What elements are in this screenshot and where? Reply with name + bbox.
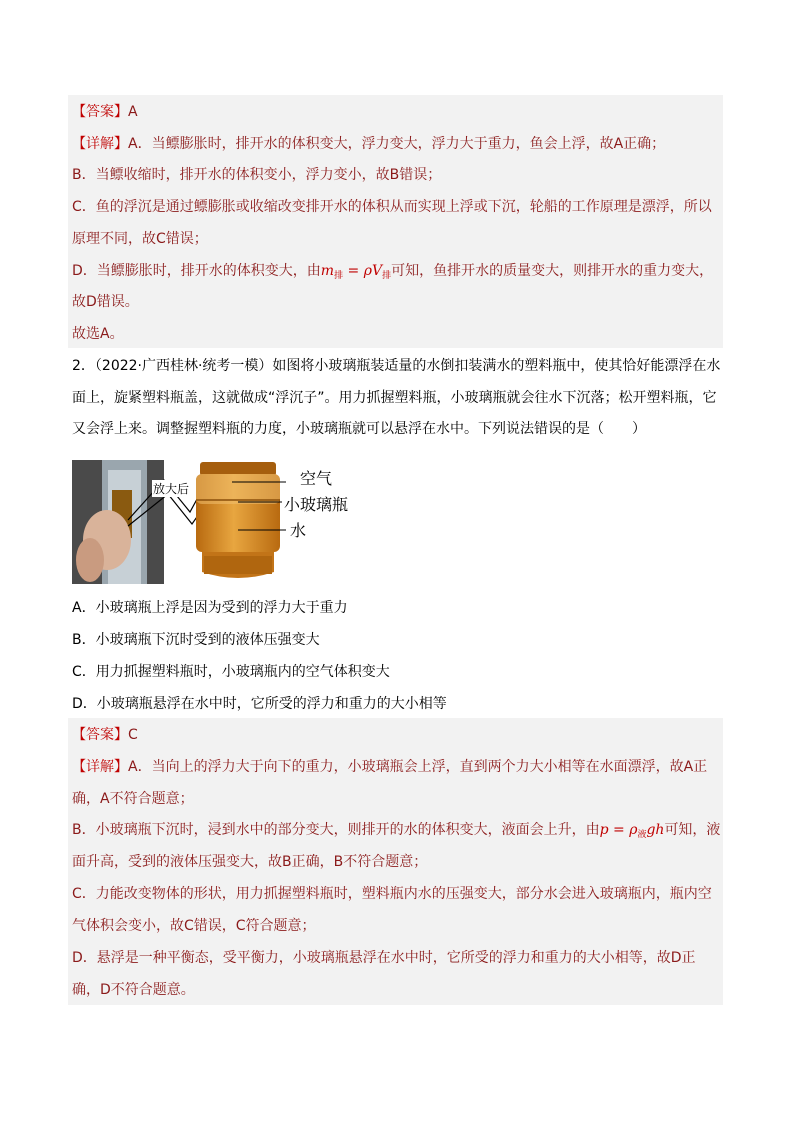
formula-sub: 排 xyxy=(334,271,344,281)
answer-tag: 【答案】 xyxy=(72,727,128,743)
formula-sub: 排 xyxy=(382,271,392,281)
detail2-line-c2: 气体积会变小，故C错误，C符合题意； xyxy=(72,918,316,934)
detail-line-c2: 原理不同，故C错误； xyxy=(72,231,208,247)
detail2-line-a2: 确，A不符合题意； xyxy=(72,791,194,807)
detail-text: D．当鳔膨胀时，排开水的体积变大，由 xyxy=(72,263,321,279)
formula-eq: = ρV xyxy=(343,263,383,279)
option-d: D．小玻璃瓶悬浮在水中时，它所受的浮力和重力的大小相等 xyxy=(72,696,447,712)
answer-value: C xyxy=(128,727,138,743)
answer-tag: 【答案】 xyxy=(72,104,128,120)
formula xyxy=(600,822,665,838)
detail-tag: 【详解】 xyxy=(72,136,128,152)
question-line-3: 又会浮上来。调整握塑料瓶的力度，小玻璃瓶就可以悬浮在水中。下列说法错误的是（ ） xyxy=(72,421,646,437)
answer-block-1 xyxy=(68,95,723,348)
question-line-1: 2．（2022·广西桂林·统考一模）如图将小玻璃瓶装适量的水倒扣装满水的塑料瓶中，使其恰好能漂浮在水 xyxy=(72,358,721,374)
question-line-2: 面上，旋紧塑料瓶盖，这就做成“浮沉子”。用力抓握塑料瓶，小玻璃瓶就会往水下沉落；松开塑料瓶，它 xyxy=(72,390,717,406)
conclusion-line: 故选A。 xyxy=(72,326,124,342)
detail-line-d2: 故D错误。 xyxy=(72,294,139,310)
formula-sub: 液 xyxy=(637,830,647,840)
detail2-line-b1 xyxy=(72,822,720,843)
detail2-line-b2: 面升高，受到的液体压强变大，故B正确，B不符合题意； xyxy=(72,854,428,870)
detail2-line-d2: 确，D不符合题意。 xyxy=(72,982,195,998)
detail-line-c1: C．鱼的浮沉是通过鳔膨胀或收缩改变排开水的体积从而实现上浮或下沉，轮船的工作原理是漂浮，所以 xyxy=(72,199,712,215)
detail-line-d1 xyxy=(72,263,713,284)
detail-line-b: B．当鳔收缩时，排开水的体积变小，浮力变小，故B错误； xyxy=(72,167,442,183)
detail2-line-c1: C．力能改变物体的形状，用力抓握塑料瓶时，塑料瓶内水的压强变大，部分水会进入玻璃瓶内，瓶内空 xyxy=(72,886,712,902)
answer-line-2 xyxy=(72,727,138,743)
answer-line-1 xyxy=(72,104,138,120)
detail-text: 可知，液 xyxy=(664,822,721,838)
detail2-line-d1: D．悬浮是一种平衡态，受平衡力，小玻璃瓶悬浮在水中时，它所受的浮力和重力的大小相等，故D正 xyxy=(72,950,696,966)
zoom-label: 放大后 xyxy=(153,482,190,496)
option-c: C．用力抓握塑料瓶时，小玻璃瓶内的空气体积变大 xyxy=(72,664,390,680)
detail-text: A．当向上的浮力大于向下的重力，小玻璃瓶会上浮，直到两个力大小相等在水面漂浮，故A正 xyxy=(128,759,708,775)
formula-p: p = ρ xyxy=(599,822,638,838)
answer-value: A xyxy=(128,104,138,120)
formula-m: m xyxy=(320,263,335,279)
detail2-line-a1 xyxy=(72,759,707,775)
detail-text: 可知，鱼排开水的质量变大，则排开水的重力变大， xyxy=(391,263,714,279)
air-label: 空气 xyxy=(300,469,333,488)
formula-gh: gh xyxy=(646,822,665,838)
detail-text: B．小玻璃瓶下沉时，浸到水中的部分变大，则排开的水的体积变大，液面会上升，由 xyxy=(72,822,600,838)
detail-line-a xyxy=(72,136,665,152)
option-b: B．小玻璃瓶下沉时受到的液体压强变大 xyxy=(72,632,320,648)
bottle-label: 小玻璃瓶 xyxy=(284,495,349,514)
detail-tag: 【详解】 xyxy=(72,759,128,775)
question-figure xyxy=(72,460,372,586)
detail-text: A．当鳔膨胀时，排开水的体积变大，浮力变大，浮力大于重力，鱼会上浮，故A正确； xyxy=(128,136,666,152)
water-label: 水 xyxy=(290,521,307,540)
formula xyxy=(321,263,391,279)
option-a: A．小玻璃瓶上浮是因为受到的浮力大于重力 xyxy=(72,600,348,616)
